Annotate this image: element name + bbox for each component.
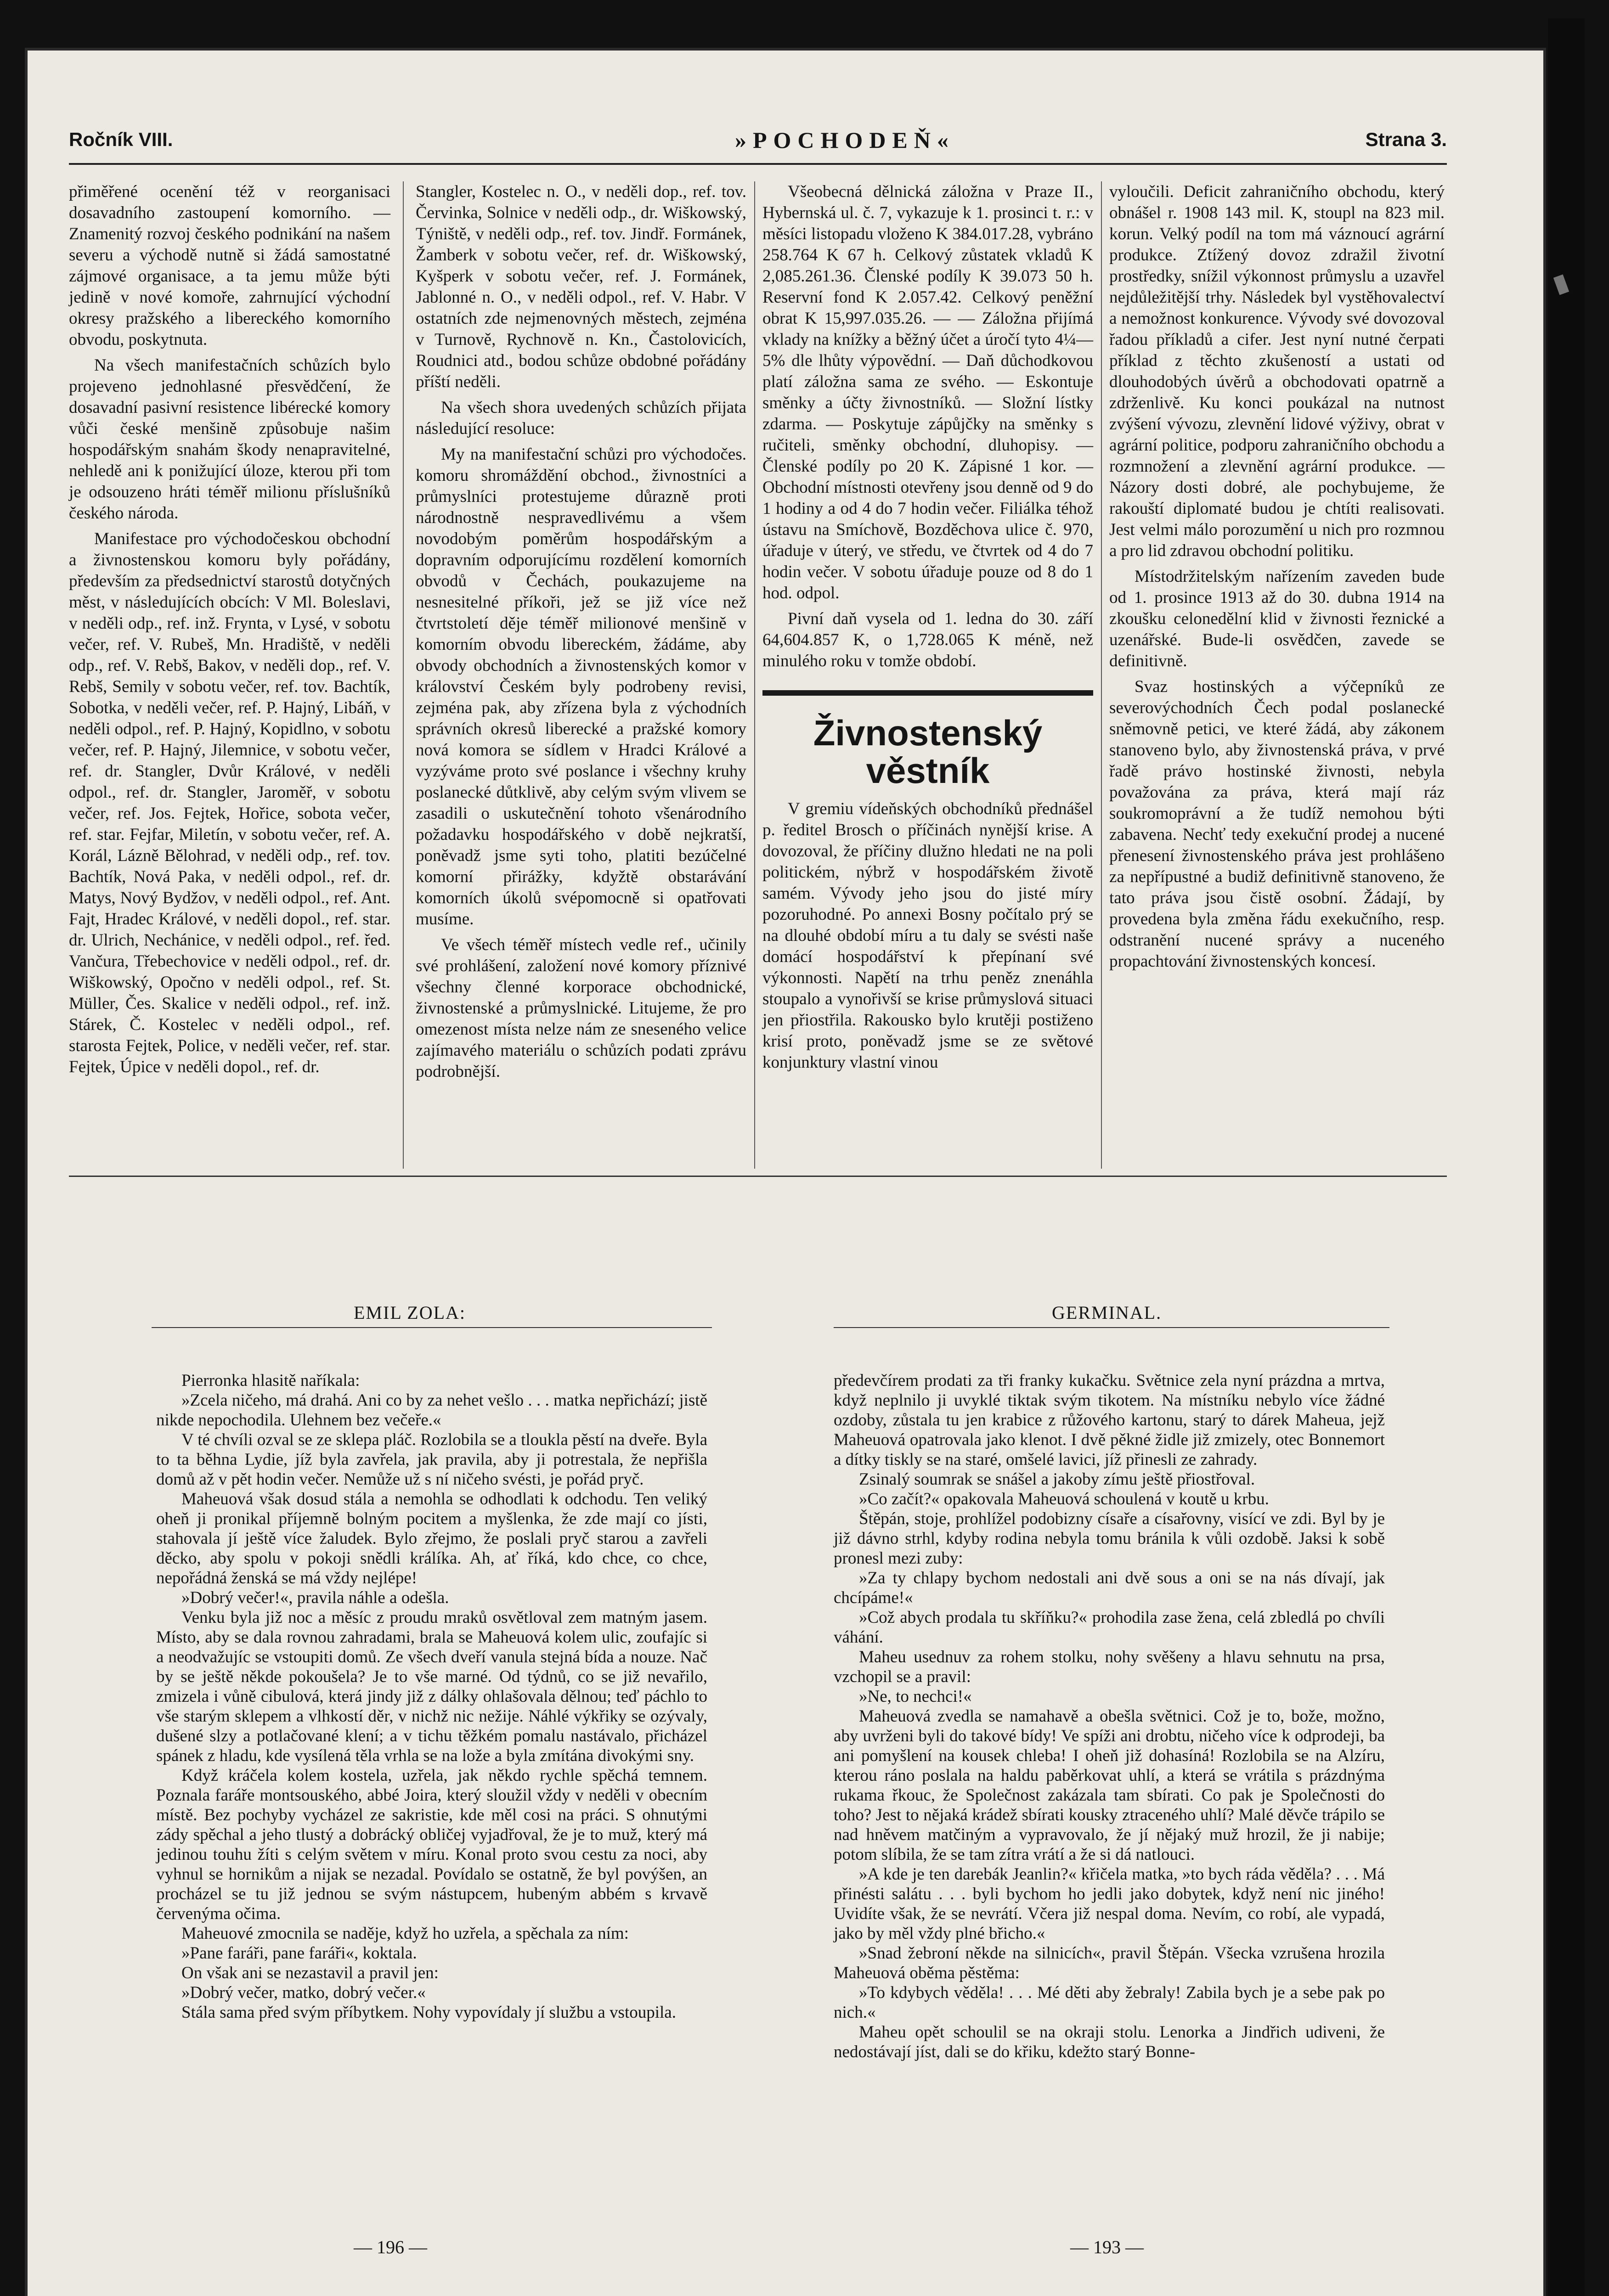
- paragraph: Maheuové zmocnila se naděje, když ho uzřela, a spěchala za ním:: [181, 1924, 629, 1943]
- column-divider: [403, 181, 404, 1169]
- paragraph: Pierronka hlasitě naříkala:: [181, 1371, 360, 1390]
- paragraph: Stangler, Kostelec n. O., v neděli dop., ref. tov. Červinka, Solnice v neděli odp., dr. Wiškowský, Týniště, v neděli odp., ref. tov. Jindř. Formánek, Žamberk v sobotu večer, ref. dr. Wiškowský, Kyšperk v sobotu večer, ref. J. Formánek, Jablonné n. O., v neděli odpol., ref. V. Habr. V ostatních zde nejmenovných městech, zejména v Turnově, Rychnově n. Kn., Častolovicích, Roudnici atd., bodou schůze obdobné pořádány příští neděli.: [416, 182, 746, 391]
- paragraph: přiměřené ocenění též v reorganisaci dosavadního zastoupení komorního. — Znamenitý rozvoj českého podnikání na našem severu a východě nutně si žádá samostatné zájmové organisace, a ta jemu může býti jedině v nové komoře, zahrnující východní okresy pražského a libereckého komorního obvodu, poskytnuta.: [69, 182, 390, 349]
- paragraph: Manifestace pro východočeskou obchodní a živnostenskou komoru byly pořádány, především za předsednictví starostů dotyčných měst, v následujících obcích: V Ml. Boleslavi, v neděli odp., ref. inž. Frynta, v Lysé, v sobotu večer, ref. V. Rubeš, Mn. Hradiště, v neděli odp., ref. V. Rebš, Bakov, v neděli dop., ref. V. Rebš, Semily v sobotu večer, ref. tov. Bachtík, Sobotka, v neděli večer, ref. P. Hajný, Libáň, v neděli odpol., ref. P. Hajný, Kopidlno, v sobotu večer, ref. P. Hajný, Jilemnice, v sobotu večer, ref. dr. Stangler, Dvůr Králové, v neděli odpol., ref. dr. Stangler, Jaroměř, v sobotu večer, ref. Jos. Fejtek, Hořice, sobota večer, ref. star. Fejfar, Miletín, v sobotu večer, ref. A. Korál, Lázně Bělohrad, v neděli odp., ref. tov. Bachtík, Nová Paka, v neděli odpol., ref. dr. Matys, Nový Bydžov, v neděli odpol., ref. Ant. Fajt, Hradec Králové, v neděli dopol., ref. star. dr. Ulrich, Nechánice, v neděli odpol., ref. řed. Vančura, Třebechovice v neděli odpol., ref. dr. Wiškowský, Opočno v neděli odpol., ref. St. Müller, Čes. Skalice v neděli odpol., ref. inž. Stárek, Č. Kostelec v neděli odpol., ref. starosta Fejtek, Police, v neděli večer, ref. star. Fejtek, Úpice v neděli dopol., ref. dr.: [69, 529, 390, 1076]
- column-1: [69, 181, 390, 1082]
- paragraph: Svaz hostinských a výčepníků ze severovýchodních Čech podal poslanecké sněmovně petici, ve které žádá, aby zákonem stanoveno bylo, aby živnostenská práva, v prvé řadě právo hostinské živnosti, nebyla považována za práva, která mají ráz soukromoprávní a že tudíž nemohou býti zabavena. Nechť tedy exekuční prodej a nucené přenesení živnostenského práva jest prohlášeno za nepřípustné a budiž definitivně stanoveno, že tato práva jsou čistě osobní. Žádají, by provedena byla změna řádu exekučního, resp. odstranění nucené správy a nuceného propachtování živnostenských koncesí.: [1109, 677, 1445, 971]
- paragraph: Ve všech téměř místech vedle ref., učinily své prohlášení, založení nové komory příznivé všechny členné korporace obchodnické, živnostenské a průmyslnické. Litujeme, že pro omezenost místa nelze nám ze sneseného velice zajímavého materiálu o schůzích podati zprávu podrobnější.: [416, 935, 746, 1081]
- paragraph: »Pane faráři, pane faráři«, koktala.: [181, 1944, 417, 1963]
- page-number: Strana 3.: [1365, 129, 1447, 150]
- novel-rule-right: [834, 1327, 1389, 1328]
- column-divider: [754, 181, 755, 1169]
- page-header: [69, 129, 1447, 165]
- paragraph: »Dobrý večer, matko, dobrý večer.«: [181, 1983, 426, 2002]
- novel-author: EMIL ZOLA:: [354, 1302, 466, 1323]
- scan-mark: [1553, 274, 1569, 295]
- paragraph: On však ani se nezastavil a pravil jen:: [181, 1964, 439, 1982]
- paragraph: V gremiu vídeňských obchodníků přednášel p. ředitel Brosch o příčinách nynější krise. A dovozoval, že příčiny dlužno hledati ne na poli politickém, nýbrž v hospodářském životě samém. Vývody jeho jsou do jisté míry pozoruhodné. Po annexi Bosny počítalo prý se na dlouhé období míru a tu daly se svésti naše domácí hospodářství k přepínaní své výkonnosti. Napětí na trhu peněz znenáhla stoupalo a vynořivší se krise průmyslová situaci jen přiostřila. Rakousko bylo krutěji postiženo krisí proto, poněvadž jsme se ze světové konjunktury vlastní vinou: [762, 799, 1093, 1072]
- paragraph: Na všech manifestačních schůzích bylo projeveno jednohlasné přesvědčení, že dosavadní pasivní resistence libérecké komory vůči české menšině způsobuje našim hospodářským snahám škody nenapravitelné, nehledě ani k ponižující úloze, kterou při tom je odsouzeno hráti téměř milionu příslušníků českého národa.: [69, 356, 390, 523]
- paragraph: Maheu usednuv za rohem stolku, nohy svěšeny a hlavu sehnutu na prsa, vzchopil se a pravil:: [834, 1648, 1385, 1686]
- paragraph: Když kráčela kolem kostela, uzřela, jak někdo rychle spěchá temnem. Poznala faráře montsouského, abbé Joira, který sloužil vždy v neděli v obecním místě. Bez pochyby vycházel ze sakristie, kde měl cosi na práci. S ohnutými zády spěchal a jeho tlustý a dobrácký obličej vyjadřoval, že je to muž, který má jedinou touhu žíti s celým světem v míru. Konal proto svou cestu za noci, aby vyhnul se hornikům a nijak se nezadal. Povídalo se ostatně, že byl povýšen, an procházel se tu již jednou se svým nástupcem, hubeným abbém s krvavě červenýma očima.: [156, 1766, 707, 1923]
- paragraph: »To kdybych věděla! . . . Mé děti aby žebraly! Zabila bych je a sebe pak po nich.«: [834, 1983, 1385, 2022]
- paragraph: »Co začít?« opakovala Maheuová schoulená v koutě u krbu.: [859, 1490, 1269, 1508]
- paragraph: Štěpán, stoje, prohlížel podobizny císaře a císařovny, visící ve zdi. Byl by je již dávno strhl, kdyby rodina nebyla tomu bránila k vůli ozdobě. Jaksi k sobě pronesl mezi zuby:: [834, 1509, 1385, 1568]
- paragraph: My na manifestační schůzi pro východočes. komoru shromáždění obchod., živnostníci a průmyslníci protestujeme důrazně proti národnostně nespravedlivému a všem novodobým poměrům hospodářským a dopravním odporujícímu rozdělení komorních obvodů v Čechách, poukazujeme na nesnesitelné příkoři, jež se již více než čtvrtstoletí děje téměř milionové menšině v komorním obvodu libereckém, žádáme, aby obvody obchodních a živnostenských komor v království Českém byly podrobeny revisi, zejména pak, aby zřízena byla z východních správních okresů liberecké a pražské komory nová komora se sídlem v Hradci Králové a vyzýváme proto své poslance i všechny kruhy poslanecké důtklivě, aby celým svým vlivem se zasadili o uskutečnění tohoto všenárodního požadavku hospodářského v době nejkratší, poněvadž jsme syti toho, platiti bezúčelné komorní přirážky, kdyžtě obstarávání komorních úkolů svépomocně si opatřovati musíme.: [416, 445, 746, 929]
- column-3: [762, 181, 1093, 1078]
- paragraph: Zsinalý soumrak se snášel a jakoby zímu ještě přiostřoval.: [859, 1470, 1255, 1489]
- paragraph: vyloučili. Deficit zahraničního obchodu, který obnášel r. 1908 143 mil. K, stoupl na 823 mil. korun. Velký podíl na tom má váznoucí agrární produkce. Ztížený dovoz zdražil životní prostředky, snížil výkonnost průmyslu a uzavřel nejdůležitější trhy. Následek byl vystěhovalectví a nemožnost konkurence. Vývody své dovozoval řadou příkladů a cifer. Jest nyní nutné čerpati příklad z těchto zkušeností a ustati od dlouhodobých úvěrů a obchodovati opatrně a zdrženlivě. Ku konci poukázal na nutnost zvýšení vývozu, zlevnění lidové výživy, obrat v agrární politice, podporu zahraničního obchodu a rozmnožení a zlevnění agrární produkce. — Názory dosti dobré, ale pochybujeme, že rakouští diplomaté budou je chtíti realisovati. Jest velmi málo porozumění u nich pro rozmnou a pro lid zdravou obchodní politiku.: [1109, 182, 1445, 560]
- scan-edge: [1548, 18, 1585, 2296]
- paragraph: »Což abych prodala tu skříňku?« prohodila zase žena, celá zbledlá po chvíli váhání.: [834, 1608, 1385, 1647]
- paragraph: V té chvíli ozval se ze sklepa pláč. Rozlobila se a tloukla pěstí na dveře. Byla to ta běhna Lydie, jíž byla zavřela, jak pravila, aby ji potrestala, že nepřišla domů až v pět hodin večer. Nemůže už s ní ničeho svésti, je pořád pryč.: [156, 1430, 707, 1489]
- novel-title: GERMINAL.: [1052, 1302, 1162, 1323]
- folio-right: — 193 —: [1070, 2237, 1144, 2257]
- column-divider: [1101, 181, 1102, 1169]
- volume-label: Ročník VIII.: [69, 129, 173, 150]
- paragraph: »Dobrý večer!«, pravila náhle a odešla.: [181, 1588, 449, 1607]
- section-heading: Živnostenský věstník: [762, 690, 1093, 789]
- novel-left-column: [156, 1371, 707, 2022]
- header-rule: [69, 163, 1447, 165]
- column-2: [416, 181, 746, 1087]
- paragraph: Pivní daň vysela od 1. ledna do 30. září 64,604.857 K, o 1,728.065 K méně, než minulého roku v tomže období.: [762, 609, 1093, 670]
- paragraph: Stála sama před svým příbytkem. Nohy vypovídaly jí službu a vstoupila.: [181, 2003, 676, 2022]
- paragraph: »Snad žebroní někde na silnicích«, pravil Štěpán. Všecka vzrušena hrozila Maheuová oběma pěstěma:: [834, 1944, 1385, 1982]
- paragraph: Maheuová však dosud stála a nemohla se odhodlati k odchodu. Ten veliký oheň ji pronikal příjemně bolným pocitem a myšlenka, že zde mají co jísti, stahovala jí ještě více žaludek. Bylo zřejmo, že poslali pryč starou a zavřeli děcko, aby spolu v pokoji snědli králíka. Ah, ať říká, kdo chce, co chce, nepořádná ženská se má vždy nejlépe!: [156, 1490, 707, 1587]
- paragraph: »Ne, to nechci!«: [859, 1687, 972, 1706]
- column-4: [1109, 181, 1445, 977]
- paragraph: »Zcela ničeho, má drahá. Ani co by za nehet vešlo . . . matka nepřichází; jistě nikde nepochodila. Ulehnem bez večeře.«: [156, 1391, 707, 1429]
- section-rule: [69, 1176, 1447, 1177]
- paragraph: předevčírem prodati za tři franky kukačku. Světnice zela nyní prázdna a mrtva, když neplnilo ji uvyklé tiktak svým tikotem. Na místníku nebylo více žádné ozdoby, zůstala tu jen krabice z růžového kartonu, starý to dárek Maheua, jejž Maheuová opatrovala jako klenot. I dvě pěkné židle již zmizely, otec Bonnemort a dítky tiskly se na staré, omšelé lavici, jíž přinesli ze zahrady.: [834, 1371, 1385, 1469]
- paragraph: Na všech shora uvedených schůzích přijata následující resoluce:: [416, 398, 746, 438]
- newspaper-title: »POCHODEŇ«: [735, 127, 955, 153]
- novel-rule-left: [152, 1327, 712, 1328]
- paragraph: Všeobecná dělnická záložna v Praze II., Hybernská ul. č. 7, vykazuje k 1. prosinci t. r.: v měsíci listopadu vloženo K 384.017.28, vybráno 258.764 K 67 h. Celkový zůstatek vkladů K 2,085.261.36. Členské podíly K 39.073 50 h. Reservní fond K 2.057.42. Celkový peněžní obrat K 15,997.035.26. — — Záložna přijímá vklady na knížky a běžný účet a úročí tyto 4¼—5% dle lhůty výpovědní. — Daň důchodkovou platí záložna sama ze svého. — Eskontuje směnky a účty živnostníků. — Složní lístky zdarma. — Poskytuje zápůjčky na směnky s ručiteli, směnky obchodní, dluhopisy. — Členské podíly po 20 K. Zápisné 1 kor. — Obchodní místnosti otevřeny jsou denně od 9 do 1 hodiny a od 4 do 7 hodin večer. Filiálka téhož ústavu na Smíchově, Bozděchova ulice č. 970, úřaduje v úterý, ve středu, ve čtvrtek od 4 do 7 hodin večer. V sobotu úřaduje pouze od 8 do 1 hod. odpol.: [762, 182, 1093, 602]
- paragraph: »A kde je ten darebák Jeanlin?« křičela matka, »to bych ráda věděla? . . . Má přinésti salátu . . . byli bychom ho jedli jako dobytek, když není nic jiného! Uvidíte však, že se nevrátí. Včera již nespal doma. Nevím, co robí, ale vypadá, jako by měl vždy plné břicho.«: [834, 1865, 1385, 1943]
- paragraph: Venku byla již noc a měsíc z proudu mraků osvětloval zem matným jasem. Místo, aby se dala rovnou zahradami, brala se Maheuová kolem ulic, zoufajíc si a neodvažujíc se vstoupiti domů. Ze všech dveří vanula stejná bída a nouze. Nač by se ještě někde pokoušela? Je to vše marné. Od týdnů, co se již nevařilo, zmizela i vůně cibulová, která jindy již z dálky ohlašovala dělnou; teď páchlo to vše starým sklepem a vlhkostí děr, v nichž nic nežije. Náhlé výkřiky se ozývaly, dušené slzy a potlačované klení; a v tichu těžkém pomalu nastávalo, přicházel spánek z hladu, kde vysílená těla vrhla se na lože a byla zmítána divokými sny.: [156, 1608, 707, 1765]
- folio-left: — 196 —: [354, 2237, 427, 2257]
- paragraph: Maheuová zvedla se namahavě a obešla světnici. Což je to, bože, možno, aby uvrženi byli do takové bídy! Ve spíži ani drobtu, ničeho více k odprodeji, ba ani pomyšlení na kousek chleba! I oheň již dohasíná! Rozlobila se na Alzíru, kterou ráno poslala na haldu paběrkovat uhlí, a která se vrátila s prázdnýma rukama řkouc, že Společnost zakázala tam sbírati. Co pak je Společnosti do toho? Jest to nějaká krádež sbírati kousky ztraceného uhlí? Malé děvče trápilo se nad hněvem matčiným a vypravovalo, že jí nějaký muž hrozil, že ji nabije; potom slíbila, že se tam zítra vrátí a že si dá natlouci.: [834, 1707, 1385, 1864]
- novel-right-column: [834, 1371, 1385, 2062]
- paragraph: Maheu opět schoulil se na okraji stolu. Lenorka a Jindřich udiveni, že nedostávají jíst, dali se do křiku, kdežto starý Bonne-: [834, 2023, 1385, 2061]
- paragraph: Místodržitelským nařízením zaveden bude od 1. prosince 1913 až do 30. dubna 1914 na zkoušku celonedělní klid v živnosti řeznické a uzenářské. Bude-li osvědčen, zavede se definitivně.: [1109, 567, 1445, 670]
- paragraph: »Za ty chlapy bychom nedostali ani dvě sous a oni se na nás dívají, jak chcípáme!«: [834, 1569, 1385, 1607]
